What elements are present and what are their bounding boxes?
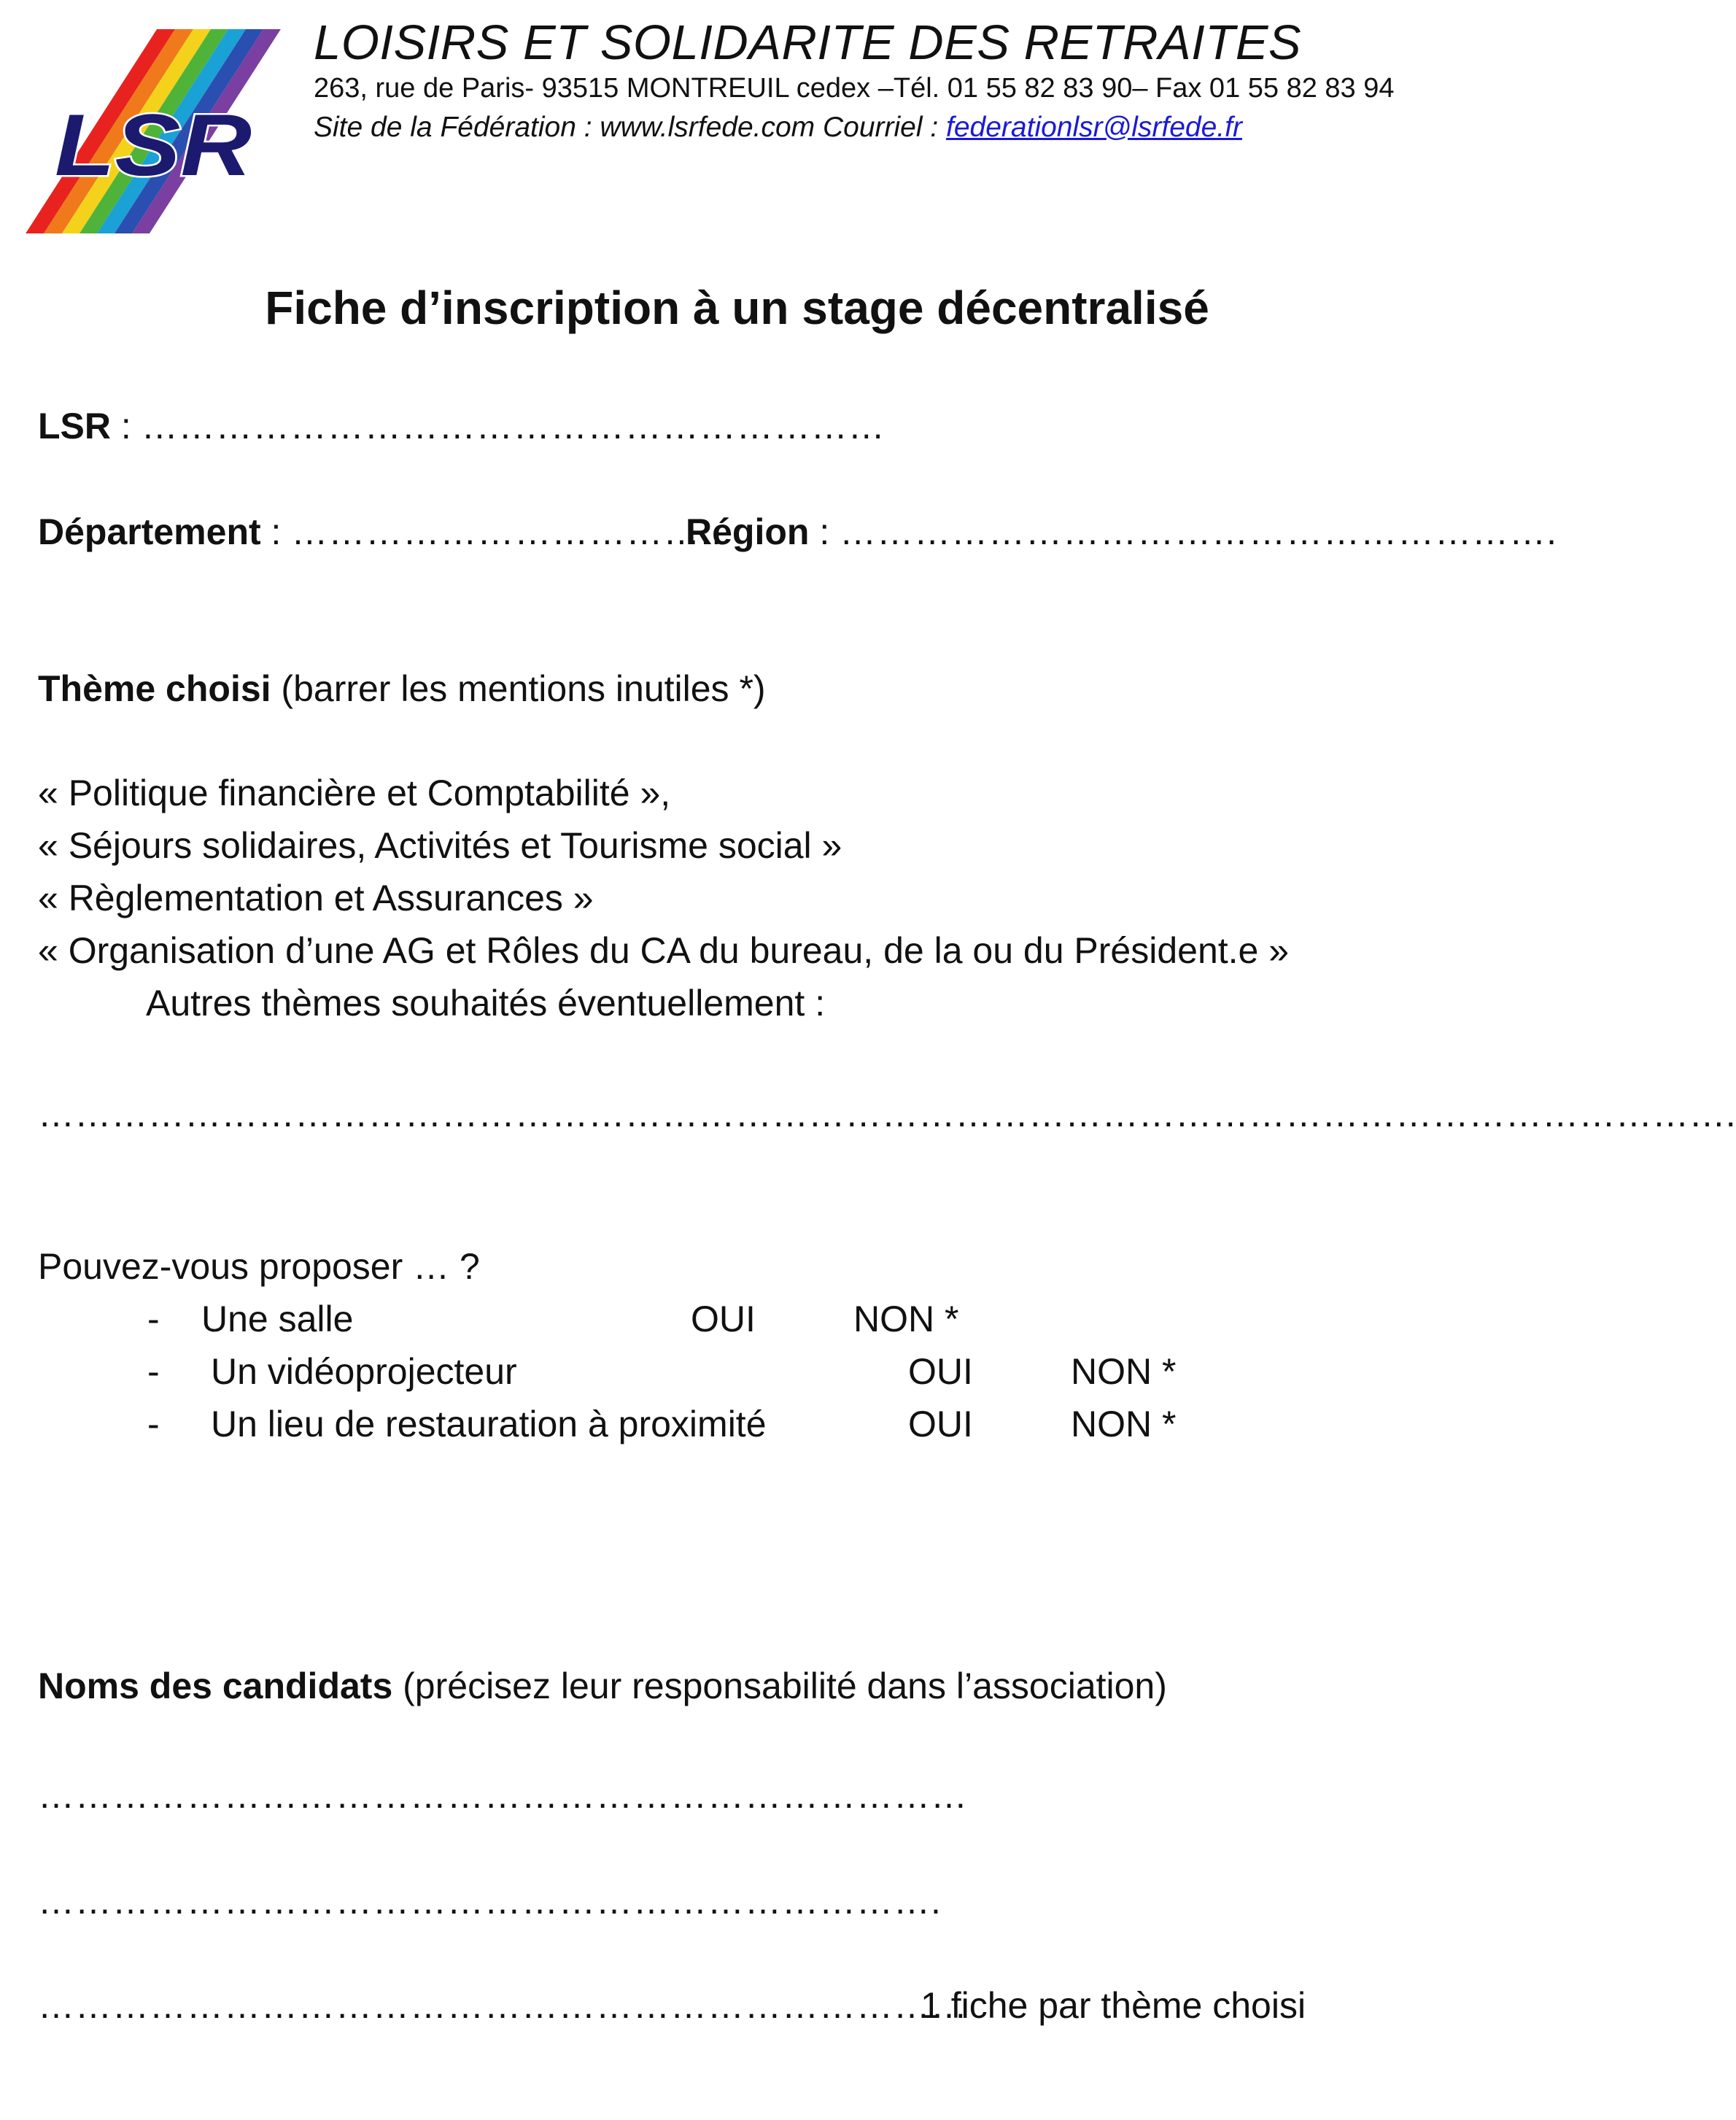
list-dash: - bbox=[147, 1351, 160, 1392]
candidates-label: Noms des candidats bbox=[38, 1666, 393, 1706]
theme-option[interactable]: « Règlementation et Assurances » bbox=[38, 878, 594, 918]
oui-option[interactable]: OUI bbox=[908, 1404, 973, 1444]
theme-heading bbox=[38, 668, 766, 710]
candidates-heading bbox=[38, 1665, 1167, 1707]
logo-letters: LSR bbox=[55, 96, 252, 194]
proposal-label: Un lieu de restauration à proximité bbox=[211, 1404, 767, 1444]
organization-site-line bbox=[314, 112, 1242, 144]
non-option[interactable]: NON * bbox=[853, 1299, 959, 1339]
non-option[interactable]: NON * bbox=[1071, 1404, 1177, 1444]
region-label: Région bbox=[686, 511, 810, 552]
email-link[interactable]: federationlsr@lsrfede.fr bbox=[946, 112, 1242, 143]
footnote-one-form-per-theme: 1 fiche par thème choisi bbox=[921, 1985, 1306, 2026]
lsr-label: LSR bbox=[38, 406, 111, 446]
departement-separator: : bbox=[260, 511, 292, 552]
site-text: Site de la Fédération : www.lsrfede.com Courriel : bbox=[314, 112, 947, 143]
other-themes-dots[interactable]: …………………………………………………………………………………………………………………………. bbox=[38, 1094, 1736, 1134]
theme-option[interactable]: « Organisation d’une AG et Rôles du CA du bureau, de la ou du Président.e » bbox=[38, 930, 1290, 971]
lsr-separator: : bbox=[111, 406, 142, 446]
form-title: Fiche d’inscription à un stage décentralisé bbox=[265, 282, 1209, 334]
candidate-line[interactable]: ………………………………………………………………… bbox=[38, 1985, 968, 2026]
departement-field bbox=[38, 511, 722, 553]
region-input-dots[interactable]: …………………………………………………. bbox=[840, 511, 1558, 552]
oui-option[interactable]: OUI bbox=[691, 1299, 756, 1339]
lsr-logo bbox=[40, 29, 281, 233]
proposal-question: Pouvez-vous proposer … ? bbox=[38, 1246, 480, 1287]
theme-option[interactable]: « Séjours solidaires, Activités et Tourisme social » bbox=[38, 825, 842, 866]
candidate-line[interactable]: ………………………………………………………………. bbox=[38, 1881, 942, 1922]
non-option[interactable]: NON * bbox=[1071, 1351, 1177, 1392]
region-separator: : bbox=[809, 511, 840, 552]
theme-label: Thème choisi bbox=[38, 668, 271, 709]
candidates-note: (précisez leur responsabilité dans l’association) bbox=[392, 1666, 1167, 1706]
list-dash: - bbox=[147, 1404, 160, 1444]
candidate-line[interactable]: ………………………………………………………………… bbox=[38, 1775, 968, 1816]
other-themes-label: Autres thèmes souhaités éventuellement : bbox=[146, 983, 826, 1024]
theme-note: (barrer les mentions inutiles *) bbox=[271, 668, 766, 709]
departement-input-dots[interactable]: …………………………….. bbox=[291, 511, 723, 552]
organization-address: 263, rue de Paris- 93515 MONTREUIL cedex –Tél. 01 55 82 83 90– Fax 01 55 82 83 94 bbox=[314, 73, 1395, 104]
departement-label: Département bbox=[38, 511, 261, 552]
proposal-label: Une salle bbox=[201, 1299, 354, 1339]
proposal-label: Un vidéoprojecteur bbox=[211, 1351, 517, 1392]
oui-option[interactable]: OUI bbox=[908, 1351, 973, 1392]
region-field bbox=[686, 511, 1557, 553]
list-dash: - bbox=[147, 1299, 160, 1339]
theme-option[interactable]: « Politique financière et Comptabilité », bbox=[38, 773, 671, 813]
organization-name: LOISIRS ET SOLIDARITE DES RETRAITES bbox=[314, 15, 1302, 70]
lsr-input-dots[interactable]: …………………………………………………… bbox=[141, 406, 886, 446]
lsr-field bbox=[38, 405, 886, 447]
